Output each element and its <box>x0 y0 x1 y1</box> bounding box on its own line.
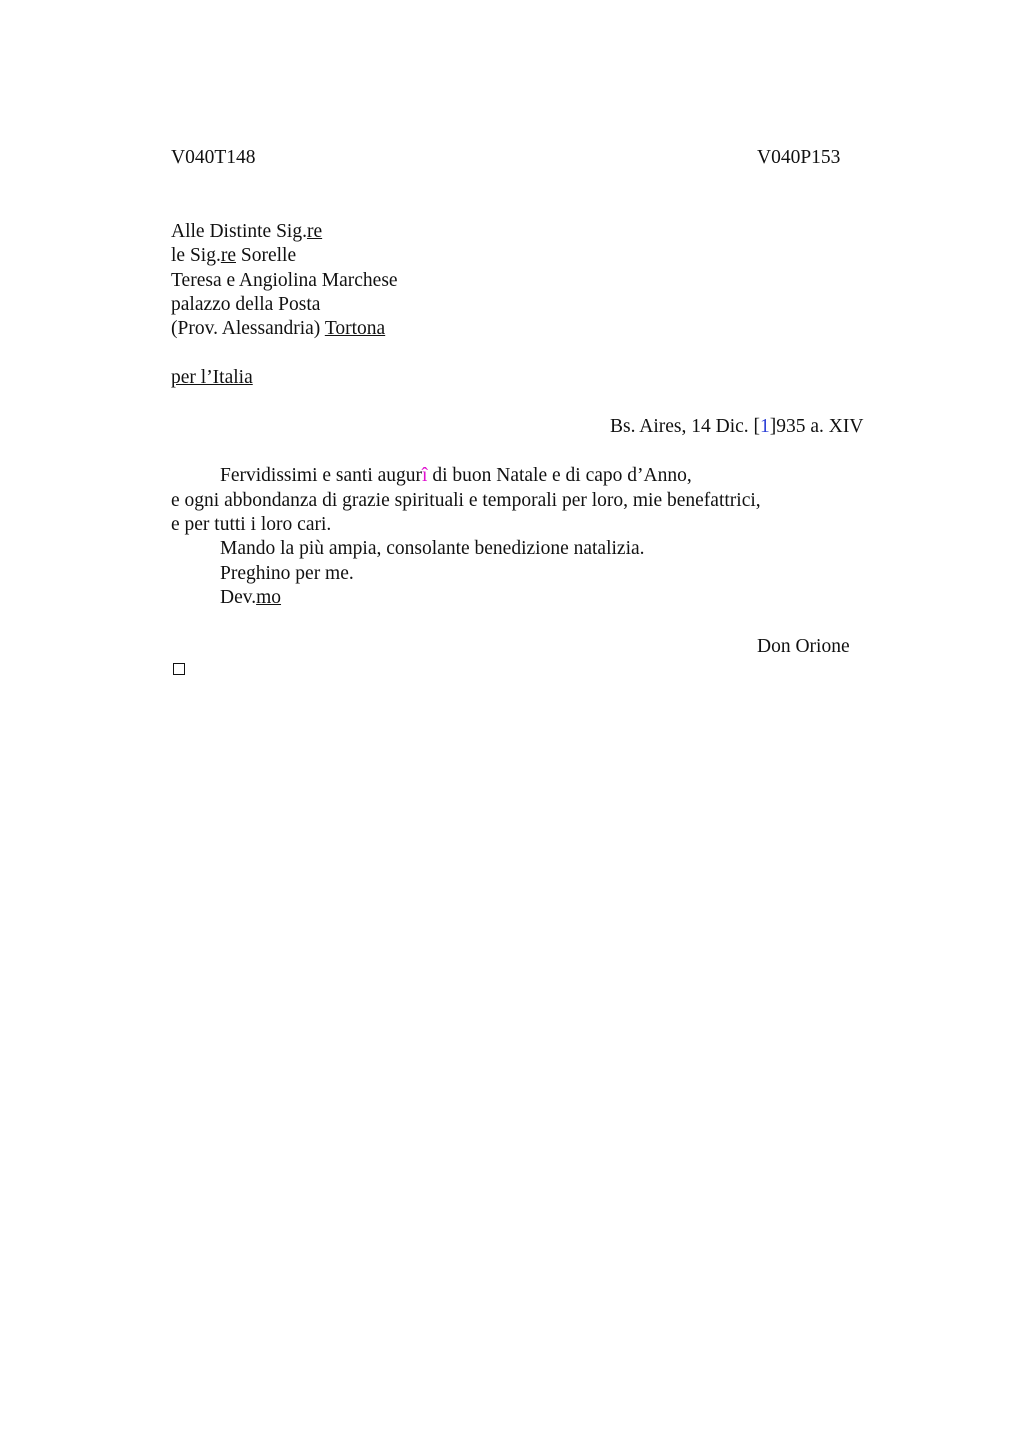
address-line-1-abbr: re <box>306 221 323 242</box>
address-line-4: palazzo della Posta <box>171 294 321 315</box>
address-city: Tortona <box>324 318 386 339</box>
address-country: per l’Italia <box>171 367 253 388</box>
address-province: (Prov. Alessandria) <box>171 318 325 339</box>
body-paragraph-1-line-1 <box>220 464 692 488</box>
end-marker-box-icon <box>173 663 185 675</box>
date-restored-digit: 1 <box>760 416 770 437</box>
body-text: Fervidissimi e santi augur <box>220 465 423 486</box>
right-document-code: V040P153 <box>757 147 841 168</box>
body-text-continued: di buon Natale e di capo d’Anno, <box>427 465 692 486</box>
date-prefix: Bs. Aires, 14 Dic. [ <box>610 416 761 437</box>
body-paragraph-1-line-3: e per tutti i loro cari. <box>171 514 332 535</box>
body-paragraph-2: Mando la più ampia, consolante benedizione natalizia. <box>220 538 645 559</box>
signature: Don Orione <box>757 636 850 657</box>
address-line-1 <box>171 220 322 244</box>
closing-text: Dev. <box>220 587 257 608</box>
address-line-3: Teresa e Angiolina Marchese <box>171 270 398 291</box>
body-paragraph-3: Preghino per me. <box>220 563 354 584</box>
date-line <box>610 415 863 439</box>
closing-abbr: mo <box>256 587 282 608</box>
address-line-1-text: Alle Distinte Sig. <box>171 221 307 242</box>
body-accent-mark: î <box>422 465 428 486</box>
body-paragraph-1-line-2: e ogni abbondanza di grazie spirituali e temporali per loro, mie benefattrici, <box>171 490 761 511</box>
address-line-2-rest: Sorelle <box>236 245 297 266</box>
closing-line <box>220 586 281 610</box>
left-document-code: V040T148 <box>171 147 256 168</box>
address-line-2-text: le Sig. <box>171 245 221 266</box>
date-suffix: ]935 a. XIV <box>769 416 864 437</box>
address-line-5 <box>171 317 385 341</box>
address-line-2-abbr: re <box>220 245 236 266</box>
address-line-2 <box>171 244 296 268</box>
